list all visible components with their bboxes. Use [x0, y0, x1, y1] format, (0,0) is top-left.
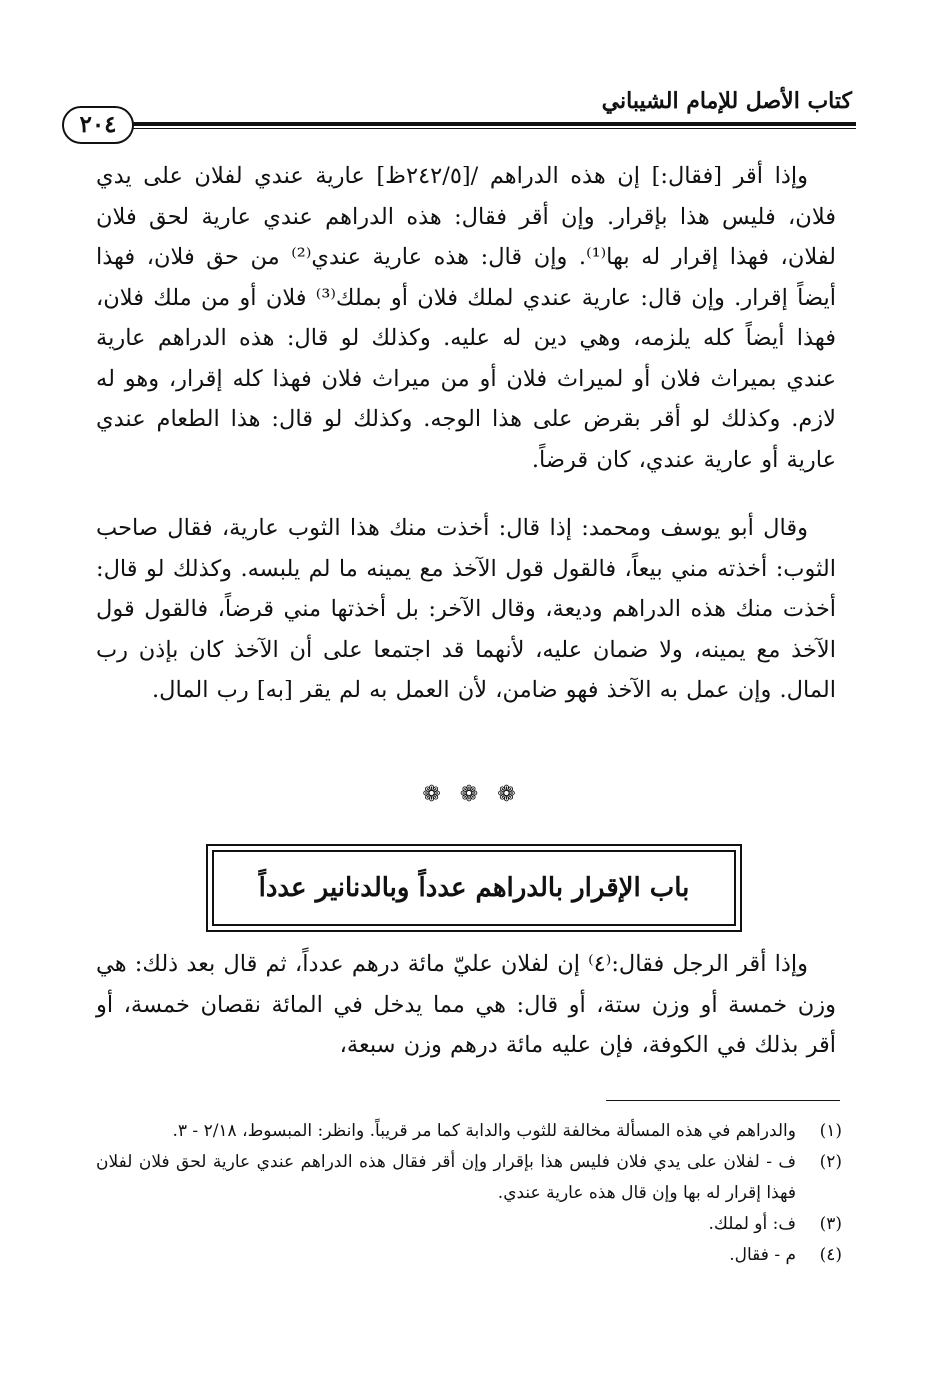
section-separator: ❁ ❁ ❁	[422, 782, 522, 807]
header-rule-thin	[96, 128, 856, 129]
main-text-block-2	[96, 508, 836, 711]
footnote-rule	[606, 1100, 840, 1101]
footnote-text: ف: أو لملك.	[708, 1214, 796, 1234]
paragraph-2: وقال أبو يوسف ومحمد: إذا قال: أخذت منك هذا الثوب عارية، فقال صاحب الثوب: أخذته مني بيعاً، فالقول قول الآخذ مع يمينه ما لم يلبسه. وكذلك لو قال: أخذت منك هذه الدراهم وديعة، وقال الآخر: بل أخذتها مني قرضاً، فالقول قول الآخذ مع يمينه، ولا ضمان عليه، لأنهما قد اجتمعا على أن الآخذ كان بإذن رب المال. وإن عمل به الآخذ فهو ضامن، لأن العمل به لم يقر [به] رب المال.	[96, 515, 836, 703]
paragraph-1: وإذا أقر [فقال:] إن هذه الدراهم /[٢٤٢/٥ظ] عارية عندي لفلان على يدي فلان، فليس هذا بإقرار. وإن أقر فقال: هذه الدراهم عندي عارية لحق فلان لفلان، فهذا إقرار له بها⁽¹⁾. وإن قال: هذه عارية عندي⁽²⁾ من حق فلان، فهذا أيضاً إقرار. وإن قال: عارية عندي لملك فلان أو بملك⁽³⁾ فلان أو من ملك فلان، فهذا أيضاً كله يلزمه، وهي دين له عليه. وكذلك لو قال: هذه الدراهم عارية عندي بميراث فلان أو لميراث فلان أو من ميراث فلان فهذا كله إقرار، وهو له لازم. وكذلك لو أقر بقرض على هذا الوجه. وكذلك لو قال: هذا الطعام عندي عارية أو عارية عندي، كان قرضاً.	[96, 163, 837, 473]
footnote-number: (٣)	[819, 1214, 842, 1234]
footnote-text: والدراهم في هذه المسألة مخالفة للثوب والدابة كما مر قريباً. وانظر: المبسوط، ٢/١٨ - ٣.	[172, 1121, 796, 1141]
header-rule	[96, 122, 856, 126]
footnote-text: ف - لفلان على يدي فلان فليس هذا بإقرار وإن أقر فقال هذه الدراهم عندي عارية لحق فلان لفلان فهذا إقرار له بها وإن قال هذه عارية عندي.	[96, 1152, 797, 1203]
footnote-number: (١)	[819, 1121, 842, 1141]
main-text-block-1	[96, 156, 836, 480]
chapter-heading-frame	[212, 850, 736, 926]
chapter-paragraph: وإذا أقر الرجل فقال:⁽٤⁾ إن لفلان عليّ مائة درهم عدداً، ثم قال بعد ذلك: هي وزن خمسة أو وزن ستة، أو قال: هي مما يدخل في المائة نقصان خمسة، أو أقر بذلك في الكوفة، فإن عليه مائة درهم وزن سبعة،	[96, 951, 836, 1058]
footnote-number: (٢)	[819, 1152, 842, 1172]
footnotes	[96, 1116, 842, 1271]
footnote	[96, 1209, 842, 1240]
chapter-heading: باب الإقرار بالدراهم عدداً وبالدنانير عدداً	[258, 873, 690, 903]
main-text-block-3	[96, 944, 836, 1066]
footnote	[96, 1116, 842, 1147]
footnote-text: م - فقال.	[729, 1245, 796, 1265]
footnote	[96, 1147, 842, 1209]
running-header-title: كتاب الأصل للإمام الشيباني	[601, 88, 852, 114]
footnote	[96, 1240, 842, 1271]
footnote-number: (٤)	[819, 1245, 842, 1265]
page-number: ٢٠٤	[62, 106, 134, 144]
